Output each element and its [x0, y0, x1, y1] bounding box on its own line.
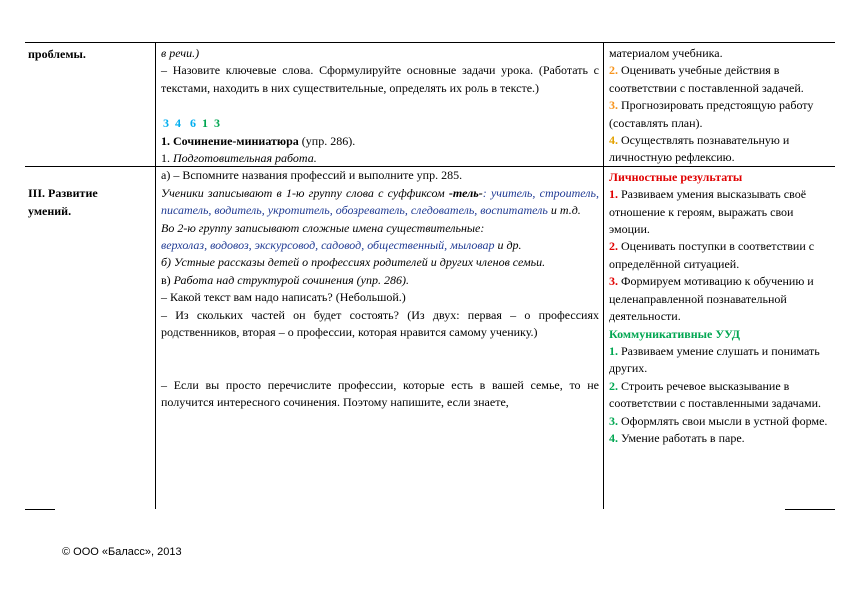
row1-outcome-1: материалом учебника. [609, 46, 723, 60]
row1-text-1: в речи.) [161, 46, 200, 60]
question-2: – Из скольких частей он будет состоять? (Из двух: первая – о профессиях родственников, вторая – о профессии, которая нравится самому ученику.) [161, 307, 599, 340]
row1-text-2: – Назовите ключевые слова. Сформулируйте основные задачи урока. (Работать с текстами, находить в них существительные, определять их роль в тексте.) [161, 63, 599, 95]
row1-outcome-3: 3. Прогнозировать предстоящую работу (составлять план). [609, 98, 814, 130]
exercise-numbers: 3 4 6 1 3 [163, 116, 220, 131]
prep-work: 1. Подготовительная работа. [161, 151, 317, 166]
row-divider [25, 166, 835, 167]
activity-column [155, 43, 603, 509]
stage-skills-line2: умений. [28, 204, 72, 218]
group-1: Ученики записывают в 1-ю группу слова с суффиксом -тель-: учитель, строитель, писатель, водитель, укротитель, обозреватель, следователь, воспитатель и т.д. [161, 185, 599, 218]
question-1: – Какой текст вам надо написать? (Небольшой.) [161, 290, 406, 305]
row1-outcome-4: 4. Осуществлять познавательную и личностную рефлексию. [609, 133, 790, 165]
communicative-3: 3. Оформлять свои мысли в устной форме. [609, 413, 828, 428]
stage-skills-line1: III. Развитие [28, 186, 98, 200]
task-a: а) – Вспомните названия профессий и выполните упр. 285. [161, 168, 463, 183]
group-2: Во 2-ю группу записывают сложные имена существительные: [161, 220, 485, 235]
outcomes-column [603, 43, 835, 509]
personal-result-3: 3. Формируем мотивацию к обучению и целенаправленной познавательной деятельности. [609, 274, 814, 324]
task-v: в) Работа над структурой сочинения (упр. 286). [161, 272, 409, 287]
bottom-line-left [25, 509, 55, 510]
group-2-words: верхолаз, водовоз, экскурсовод, садовод, общественный, мыловар и др. [161, 238, 522, 253]
essay-title: 1. Сочинение-миниатюра (упр. 286). [161, 133, 356, 148]
communicative-1: 1. Развиваем умение слушать и понимать других. [609, 343, 820, 376]
personal-result-2: 2. Оценивать поступки в соответствии с определённой ситуацией. [609, 239, 815, 271]
stage-column [25, 43, 155, 509]
question-3: – Если вы просто перечислите профессии, которые есть в вашей семье, то не получится интересного сочинения. Поэтому напишите, если знаете, [161, 377, 599, 409]
personal-result-1: 1. Развиваем умения высказывать своё отношение к героям, выражать свои эмоции. [609, 187, 807, 237]
task-b: б) Устные рассказы детей о профессиях родителей и других членов семьи. [161, 255, 546, 270]
bottom-line-right [785, 509, 835, 510]
copyright-footer: © ООО «Баласс», 2013 [62, 546, 182, 558]
lesson-table [25, 42, 835, 509]
communicative-2: 2. Строить речевое высказывание в соответствии с поставленными задачами. [609, 378, 822, 411]
personal-results-heading: Личностные результаты [609, 169, 743, 184]
stage-problems: проблемы. [28, 47, 86, 61]
communicative-4: 4. Умение работать в паре. [609, 430, 745, 445]
row1-outcome-2: 2. Оценивать учебные действия в соответствии с поставленной задачей. [609, 63, 804, 95]
communicative-heading: Коммуникативные УУД [609, 326, 741, 341]
